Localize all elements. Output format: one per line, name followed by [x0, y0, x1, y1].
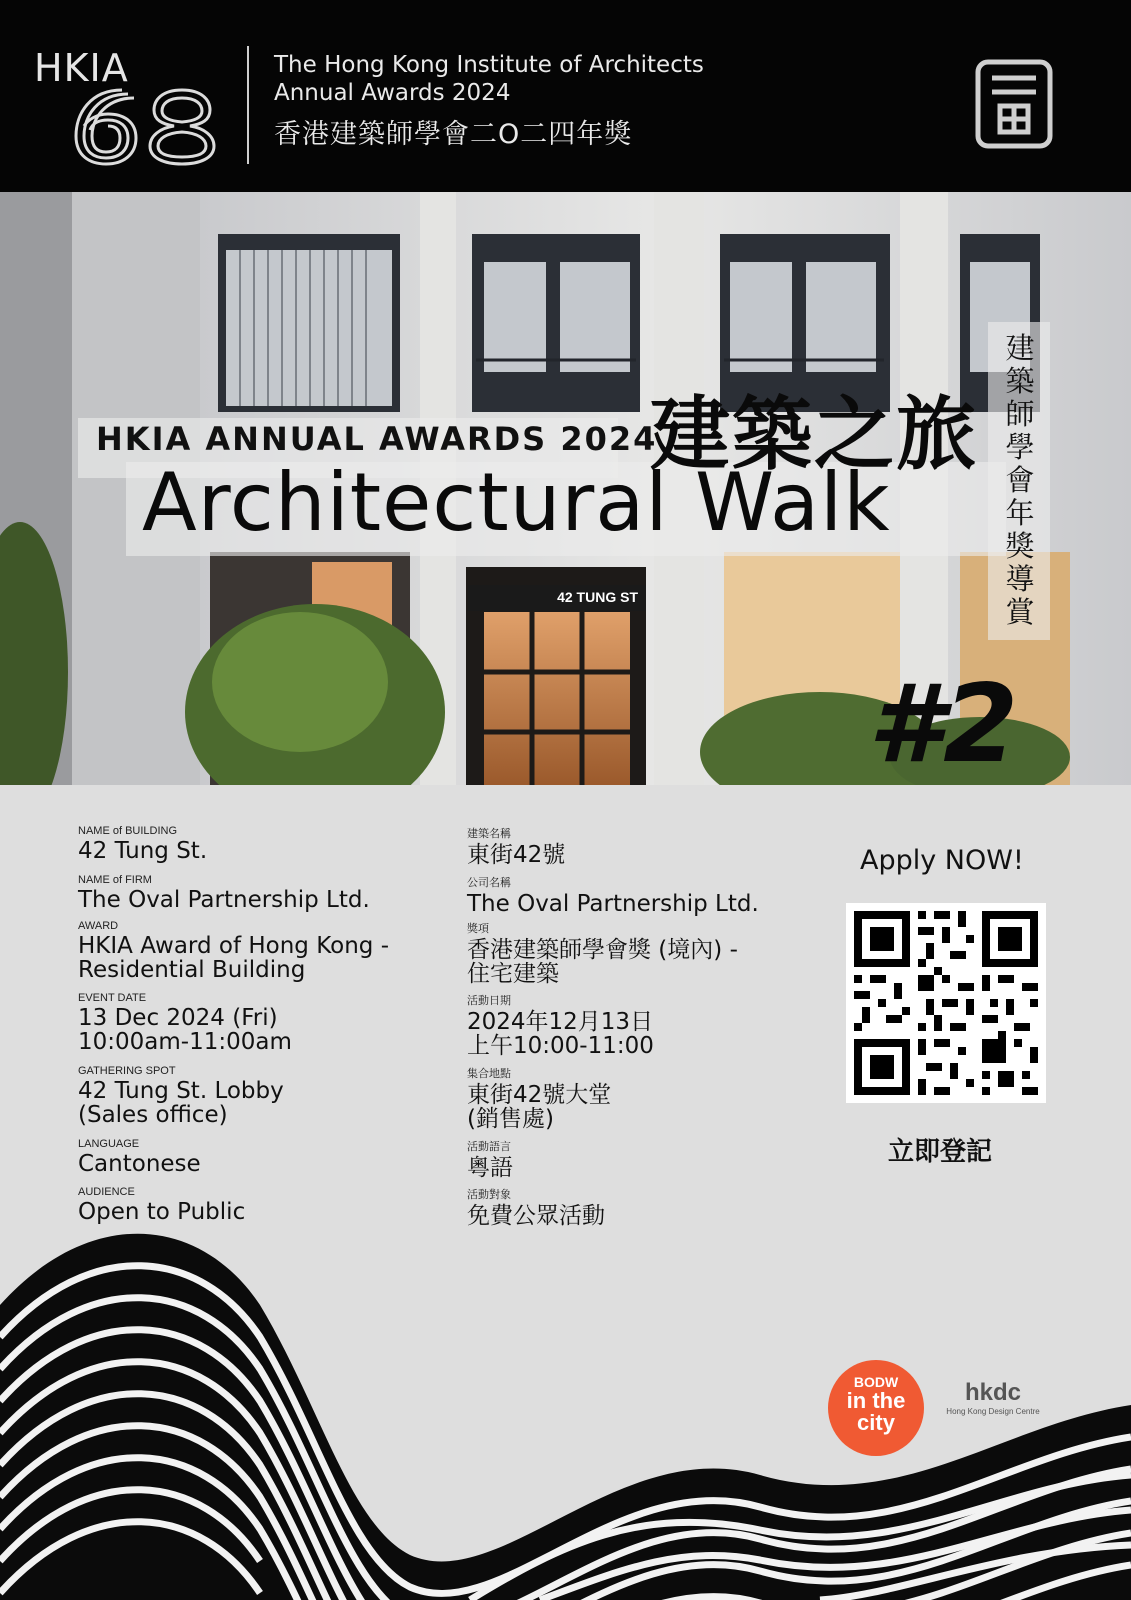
building-sign: 42 TUNG ST	[468, 585, 646, 611]
apply-now-heading-zh: 立即登記	[888, 1137, 993, 1167]
field-firm-name	[78, 874, 370, 912]
field-building-name	[78, 825, 207, 863]
hero-kicker: HKIA ANNUAL AWARDS 2024	[96, 420, 658, 458]
hero-photo	[0, 192, 1131, 785]
field-label: 公司名稱	[467, 877, 511, 889]
field-audience	[78, 1186, 245, 1224]
field-label: AUDIENCE	[78, 1186, 135, 1198]
field-value: The Oval Partnership Ltd.	[78, 887, 370, 913]
field-label: 建築名稱	[467, 828, 511, 840]
field-value: 東街42號	[467, 842, 566, 868]
walk-number: #2	[868, 662, 1019, 785]
field-label: LANGUAGE	[78, 1138, 140, 1150]
field-event-date-zh	[467, 992, 654, 1058]
qr-code-icon	[846, 903, 1046, 1103]
field-label: EVENT DATE	[78, 992, 147, 1004]
header-title-en-1: The Hong Kong Institute of Architects	[274, 52, 704, 78]
field-value: 13 Dec 2024 (Fri) 10:00am-11:00am	[78, 1005, 292, 1055]
field-firm-name-zh	[467, 874, 759, 916]
field-event-date	[78, 992, 292, 1054]
field-award	[78, 920, 389, 982]
field-language-zh	[467, 1138, 513, 1180]
field-label: AWARD	[78, 920, 119, 932]
registration-qr-code[interactable]	[846, 903, 1046, 1103]
bodw-in-the-city-logo	[828, 1360, 924, 1456]
field-value: 42 Tung St. Lobby (Sales office)	[78, 1078, 284, 1128]
bodw-logo-line: BODW	[853, 1374, 899, 1390]
hero-title-en: Architectural Walk	[142, 456, 891, 549]
bodw-logo-line: city	[857, 1410, 895, 1435]
bodw-logo-line: in the	[846, 1388, 906, 1413]
hkdc-mark: hkdc	[964, 1379, 1021, 1406]
field-value: 42 Tung St.	[78, 838, 208, 864]
field-label: 活動語言	[467, 1141, 511, 1153]
field-value: 2024年12月13日 上午10:00-11:00	[467, 1009, 654, 1059]
event-details-section	[0, 785, 1131, 1600]
hkdc-name: Hong Kong Design Centre	[946, 1407, 1040, 1416]
field-label: 獎項	[467, 923, 489, 935]
field-label: GATHERING SPOT	[78, 1065, 176, 1077]
field-value: Open to Public	[78, 1199, 246, 1225]
field-label: NAME of FIRM	[78, 874, 152, 886]
field-building-name-zh	[467, 825, 565, 867]
hero-title-zh: 建築之旅	[650, 388, 978, 481]
hkia-68-logo-icon	[70, 84, 230, 168]
header-title-en-2: Annual Awards 2024	[274, 80, 511, 106]
field-label: 活動對象	[467, 1189, 511, 1201]
hong-kong-design-centre-logo	[940, 1379, 1046, 1435]
hkia-logo-word: HKIA	[34, 46, 129, 90]
field-language	[78, 1138, 201, 1176]
field-gathering-spot-zh	[467, 1065, 611, 1131]
field-value: 免費公眾活動	[467, 1203, 605, 1229]
apply-now-heading: Apply NOW!	[860, 845, 1024, 876]
field-value: 粵語	[467, 1155, 513, 1181]
header-bar	[0, 0, 1131, 192]
field-audience-zh	[467, 1186, 605, 1228]
field-label: 集合地點	[467, 1068, 511, 1080]
field-award-zh	[467, 920, 738, 986]
field-value: 東街42號大堂 (銷售處)	[467, 1082, 612, 1132]
field-value: The Oval Partnership Ltd.	[467, 891, 759, 917]
seal-stamp-icon	[972, 56, 1056, 152]
field-gathering-spot	[78, 1065, 284, 1127]
field-label: 活動日期	[467, 995, 511, 1007]
hero-vertical-title-zh: 建築師學會年獎導賞	[1005, 331, 1035, 629]
field-value: 香港建築師學會獎 (境內) - 住宅建築	[467, 937, 738, 987]
field-value: HKIA Award of Hong Kong - Residential Building	[78, 933, 390, 983]
field-label: NAME of BUILDING	[78, 825, 178, 837]
field-value: Cantonese	[78, 1151, 201, 1177]
header-divider	[247, 46, 249, 164]
header-title-zh: 香港建築師學會二O二四年獎	[274, 119, 633, 150]
